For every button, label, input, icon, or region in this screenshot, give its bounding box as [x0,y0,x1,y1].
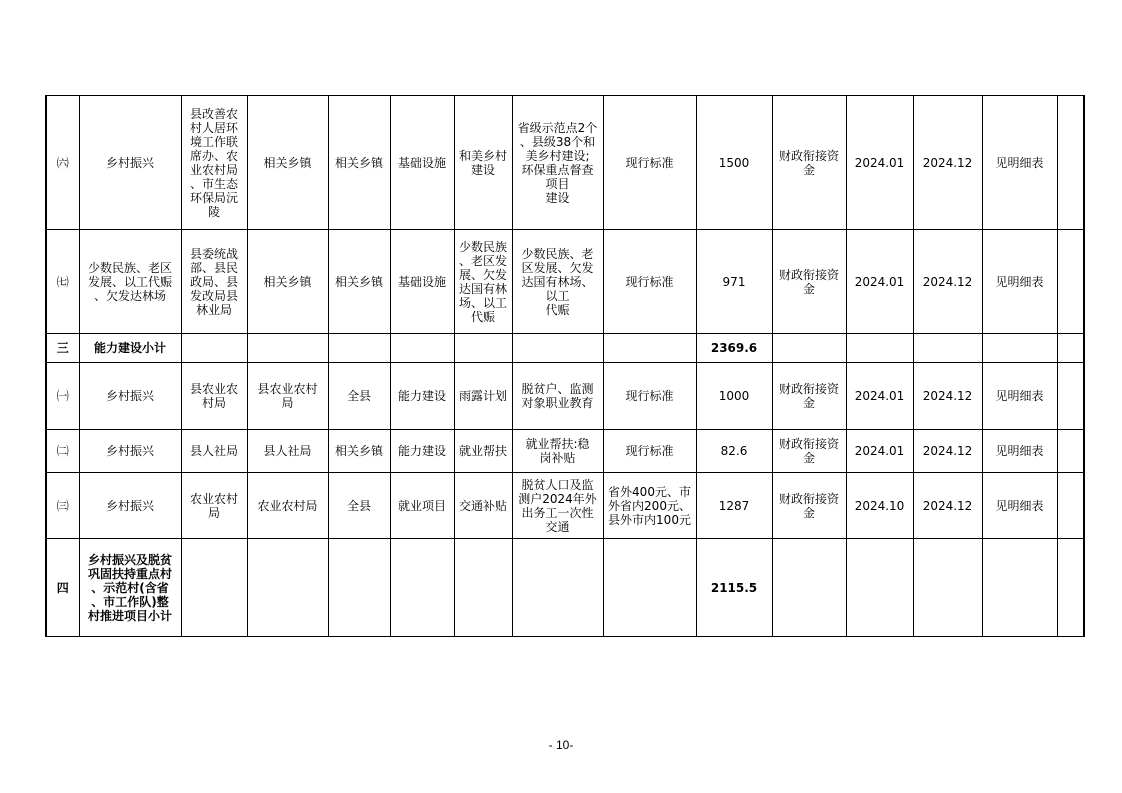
subtype-cell: 少数民族 、老区发 展、欠发 达国有林 场、以工 代赈 [454,230,512,334]
blank-cell [1057,430,1084,473]
note-cell: 见明细表 [982,230,1057,334]
note-cell: 见明细表 [982,473,1057,539]
page-number: - 10- [548,738,574,752]
standard-cell: 现行标准 [603,430,696,473]
subtotal-row [46,539,1084,637]
seq-cell: ㈠ [46,363,79,430]
empty-cell [512,539,603,637]
empty-cell [454,334,512,363]
table-row [46,363,1084,430]
blank-cell [1057,473,1084,539]
project-table [45,95,1085,637]
lead-dept-cell: 县改善农 村人居环 境工作联 席办、农 业农村局 、市生态 环保局沅 陵 [181,96,247,230]
end-cell: 2024.12 [913,473,982,539]
start-cell: 2024.01 [846,96,913,230]
empty-cell [603,539,696,637]
empty-cell [181,539,247,637]
content-cell: 就业帮扶:稳 岗补贴 [512,430,603,473]
location-cell: 全县 [328,473,390,539]
table-row [46,230,1084,334]
blank-cell [1057,230,1084,334]
content-cell: 脱贫户、监测 对象职业教育 [512,363,603,430]
category-cell: 能力建设小计 [79,334,181,363]
blank-cell [1057,96,1084,230]
content-cell: 脱贫人口及监 测户2024年外 出务工一次性 交通 [512,473,603,539]
fund-source-cell: 财政衔接资 金 [772,363,846,430]
type-cell: 就业项目 [390,473,454,539]
seq-cell: 三 [46,334,79,363]
empty-cell [247,539,328,637]
content-cell: 少数民族、老 区发展、欠发 达国有林场、 以工 代赈 [512,230,603,334]
fund-source-cell: 财政衔接资 金 [772,430,846,473]
empty-cell [181,334,247,363]
amount-cell: 82.6 [696,430,772,473]
end-cell: 2024.12 [913,430,982,473]
start-cell: 2024.10 [846,473,913,539]
type-cell: 能力建设 [390,430,454,473]
standard-cell: 现行标准 [603,363,696,430]
amount-cell: 1000 [696,363,772,430]
blank-cell [1057,363,1084,430]
location-cell: 全县 [328,363,390,430]
table-row [46,473,1084,539]
empty-cell [913,539,982,637]
empty-cell [603,334,696,363]
note-cell: 见明细表 [982,363,1057,430]
subtotal-row [46,334,1084,363]
category-cell: 乡村振兴 [79,430,181,473]
amount-cell: 971 [696,230,772,334]
seq-cell: ㈢ [46,473,79,539]
standard-cell: 现行标准 [603,230,696,334]
seq-cell: ㈡ [46,430,79,473]
empty-cell [982,539,1057,637]
location-cell: 相关乡镇 [328,230,390,334]
amount-cell: 2115.5 [696,539,772,637]
table-row [46,430,1084,473]
empty-cell [846,334,913,363]
empty-cell [328,539,390,637]
fund-source-cell: 财政衔接资 金 [772,473,846,539]
content-cell: 省级示范点2个 、县级38个和 美乡村建设; 环保重点督查 项目 建设 [512,96,603,230]
empty-cell [846,539,913,637]
start-cell: 2024.01 [846,430,913,473]
lead-dept-cell: 县农业农 村局 [181,363,247,430]
standard-cell: 现行标准 [603,96,696,230]
category-cell: 少数民族、老区 发展、以工代赈 、欠发达林场 [79,230,181,334]
start-cell: 2024.01 [846,363,913,430]
category-cell: 乡村振兴 [79,96,181,230]
category-cell: 乡村振兴 [79,473,181,539]
amount-cell: 2369.6 [696,334,772,363]
type-cell: 基础设施 [390,230,454,334]
location-cell: 相关乡镇 [328,96,390,230]
type-cell: 基础设施 [390,96,454,230]
empty-cell [390,334,454,363]
blank-cell [1057,539,1084,637]
location-cell: 相关乡镇 [328,430,390,473]
lead-dept-cell: 县委统战 部、县民 政局、县 发改局县 林业局 [181,230,247,334]
lead-dept-cell: 县人社局 [181,430,247,473]
impl-unit-cell: 农业农村局 [247,473,328,539]
empty-cell [512,334,603,363]
fund-source-cell: 财政衔接资 金 [772,230,846,334]
impl-unit-cell: 相关乡镇 [247,230,328,334]
subtype-cell: 就业帮扶 [454,430,512,473]
table-row [46,96,1084,230]
end-cell: 2024.12 [913,363,982,430]
category-cell: 乡村振兴及脱贫 巩固扶持重点村 、示范村(含省 、市工作队)整 村推进项目小计 [79,539,181,637]
empty-cell [247,334,328,363]
end-cell: 2024.12 [913,230,982,334]
start-cell: 2024.01 [846,230,913,334]
empty-cell [772,539,846,637]
note-cell: 见明细表 [982,430,1057,473]
end-cell: 2024.12 [913,96,982,230]
amount-cell: 1500 [696,96,772,230]
empty-cell [390,539,454,637]
blank-cell [1057,334,1084,363]
subtype-cell: 交通补贴 [454,473,512,539]
subtype-cell: 雨露计划 [454,363,512,430]
seq-cell: 四 [46,539,79,637]
fund-source-cell: 财政衔接资 金 [772,96,846,230]
empty-cell [328,334,390,363]
seq-cell: ㈥ [46,96,79,230]
empty-cell [913,334,982,363]
note-cell: 见明细表 [982,96,1057,230]
impl-unit-cell: 县人社局 [247,430,328,473]
impl-unit-cell: 相关乡镇 [247,96,328,230]
impl-unit-cell: 县农业农村 局 [247,363,328,430]
lead-dept-cell: 农业农村 局 [181,473,247,539]
subtype-cell: 和美乡村 建设 [454,96,512,230]
empty-cell [772,334,846,363]
standard-cell: 省外400元、市 外省内200元、 县外市内100元 [603,473,696,539]
category-cell: 乡村振兴 [79,363,181,430]
seq-cell: ㈦ [46,230,79,334]
empty-cell [454,539,512,637]
amount-cell: 1287 [696,473,772,539]
type-cell: 能力建设 [390,363,454,430]
empty-cell [982,334,1057,363]
